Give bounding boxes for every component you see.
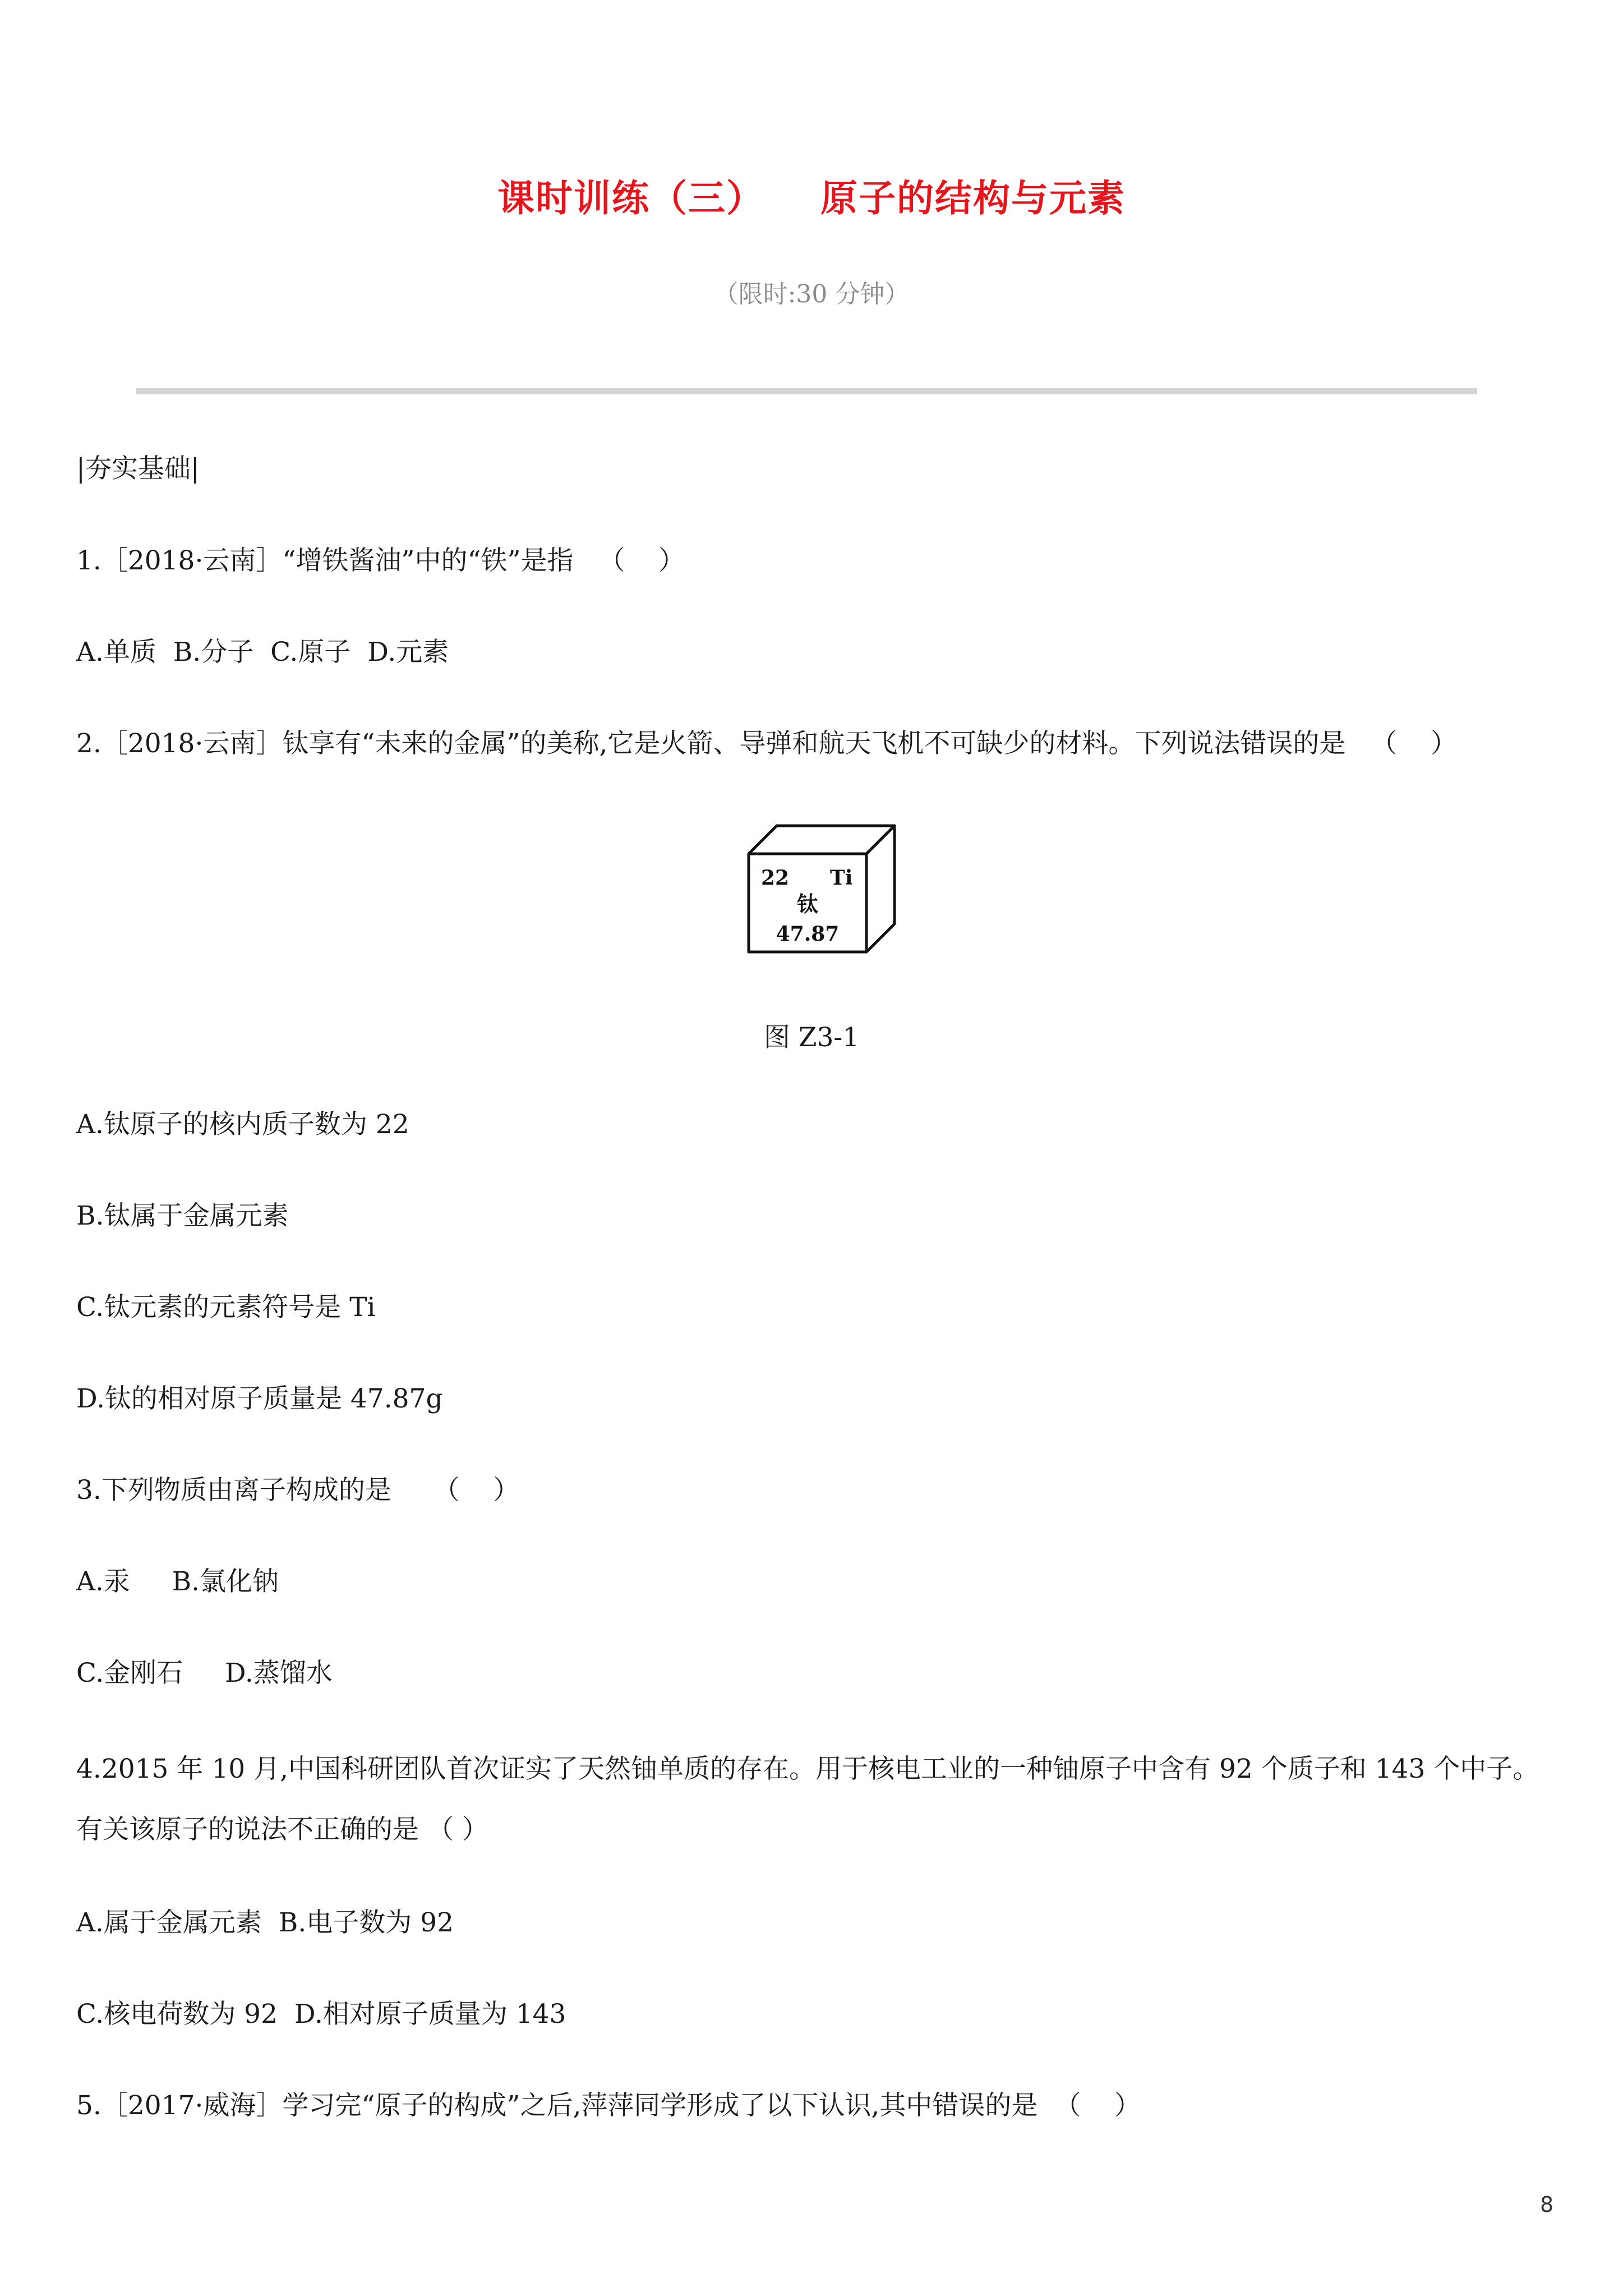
- q2-stem: 2.［2018·云南］钛享有“未来的金属”的美称,它是火箭、导弹和航天飞机不可缺少的材料。下列说法错误的是 （ ）: [76, 728, 1457, 759]
- page-title: 课时训练（三） 原子的结构与元素: [497, 177, 1126, 220]
- q3-stem: 3.下列物质由离子构成的是 （ ）: [76, 1475, 520, 1506]
- q5-stem: 5.［2017·威海］学习完“原子的构成”之后,萍萍同学形成了以下认识,其中错误的是 （ ）: [76, 2090, 1141, 2121]
- q1-stem: 1.［2018·云南］“增铁酱油”中的“铁”是指 （ ）: [76, 545, 685, 576]
- page-number: 8: [1540, 2192, 1554, 2217]
- q1-options: A.单质 B.分子 C.原子 D.元素: [76, 637, 449, 668]
- q3-options-ab: A.汞 B.氯化钠: [76, 1566, 279, 1597]
- q4-options-cd: C.核电荷数为 92 D.相对原子质量为 143: [76, 1999, 566, 2030]
- time-limit: （限时:30 分钟）: [713, 280, 910, 309]
- q2-option-b: B.钛属于金属元素: [76, 1200, 289, 1231]
- q2-option-a: A.钛原子的核内质子数为 22: [76, 1109, 409, 1140]
- q2-option-d: D.钛的相对原子质量是 47.87g: [76, 1383, 443, 1414]
- section-label: |夯实基础|: [76, 453, 200, 484]
- q4-options-ab: A.属于金属元素 B.电子数为 92: [76, 1907, 454, 1938]
- divider: [136, 388, 1477, 394]
- q4-stem: 4.2015 年 10 月,中国科研团队首次证实了天然铀单质的存在。用于核电工业的一种铀原子中含有 92 个质子和 143 个中子。有关该原子的说法不正确的是 （ ）: [76, 1754, 1539, 1845]
- q3-options-cd: C.金刚石 D.蒸馏水: [76, 1658, 333, 1688]
- cube-side-face: [866, 826, 895, 952]
- element-symbol: Ti: [830, 866, 853, 890]
- atomic-mass: 47.87: [776, 922, 840, 946]
- titanium-element-cube: [743, 820, 900, 960]
- element-name: 钛: [796, 891, 819, 917]
- q2-option-c: C.钛元素的元素符号是 Ti: [76, 1292, 376, 1323]
- figure-caption: 图 Z3-1: [763, 1022, 860, 1053]
- atomic-number: 22: [761, 866, 790, 890]
